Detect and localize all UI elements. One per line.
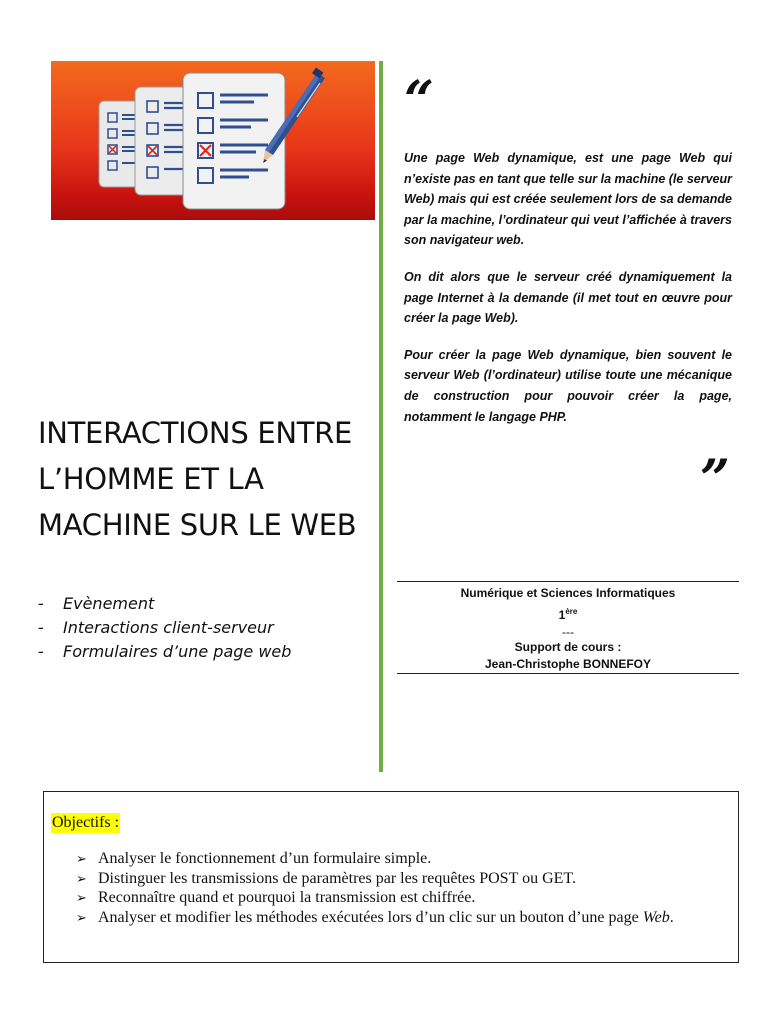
page-title <box>38 410 378 548</box>
topic-list <box>38 592 368 664</box>
quote-block <box>404 148 732 443</box>
course-separator: --- <box>562 625 574 639</box>
topic-label: Formulaires d’une page web <box>63 642 292 661</box>
list-dash: - <box>38 642 44 661</box>
list-item <box>76 849 731 869</box>
header-illustration <box>51 61 375 220</box>
course-info <box>397 581 739 674</box>
objectives-title: Objectifs : <box>52 814 120 831</box>
quote-paragraph: Une page Web dynamique, est une page Web qui n’existe pas en tant que telle sur la machine (le serveur Web) mais qui est créée seulement lors de sa demande par la machine, l’ordinateur qui veut l’affichée à travers son navigateur web. <box>404 151 732 248</box>
quote-paragraph: On dit alors que le serveur créé dynamiquement la page Internet à la demande (il met tout en œuvre pour créer la page Web). <box>404 269 732 326</box>
list-item <box>38 640 368 664</box>
course-author: Jean-Christophe BONNEFOY <box>484 657 652 671</box>
list-dash: - <box>38 594 44 613</box>
course-level-suffix: ère <box>565 607 578 616</box>
checklist-icon <box>51 61 375 220</box>
arrow-bullet-icon: ➢ <box>76 909 87 925</box>
open-quote-mark: “ <box>404 70 434 131</box>
arrow-bullet-icon: ➢ <box>76 851 87 866</box>
arrow-bullet-icon: ➢ <box>76 890 87 905</box>
course-level <box>397 602 739 625</box>
objective-text: Reconnaître quand et pourquoi la transmission est chiffrée. <box>98 889 476 906</box>
objective-text-main: Analyser et modifier les méthodes exécutées lors d’un clic sur un bouton d’une page <box>98 908 643 926</box>
objective-text-italic: Web <box>642 908 670 926</box>
quote-paragraph: Pour créer la page Web dynamique, bien souvent le serveur Web (l’ordinateur) utilise toute une mécanique de construction pour pouvoir créer la page, notamment le langage PHP. <box>404 347 732 424</box>
list-item <box>76 888 731 908</box>
list-item <box>76 869 731 889</box>
title-line-2: L’HOMME ET LA <box>38 462 264 496</box>
objective-text: Analyser le fonctionnement d’un formulaire simple. <box>98 850 432 867</box>
close-quote-mark: ” <box>700 449 730 510</box>
support-label: Support de cours : <box>514 640 622 654</box>
objectives-list <box>76 849 731 927</box>
list-item <box>38 616 368 640</box>
list-dash: - <box>38 618 44 637</box>
vertical-divider <box>379 61 383 772</box>
topic-label: Interactions client-serveur <box>63 618 274 637</box>
topic-label: Evènement <box>63 594 155 613</box>
course-level-number: 1 <box>558 608 566 622</box>
course-subject: Numérique et Sciences Informatiques <box>460 586 676 600</box>
objective-text <box>98 908 731 928</box>
objective-text-end: . <box>669 908 674 926</box>
list-item <box>76 908 731 928</box>
objectives-box <box>43 791 739 963</box>
title-line-1: INTERACTIONS ENTRE <box>38 416 353 450</box>
title-line-3: MACHINE SUR LE WEB <box>38 508 357 542</box>
list-item <box>38 592 368 616</box>
arrow-bullet-icon: ➢ <box>76 870 87 886</box>
checklist-sheet-front <box>183 73 285 209</box>
objective-text: Distinguer les transmissions de paramètres par les requêtes POST ou GET. <box>98 869 576 887</box>
